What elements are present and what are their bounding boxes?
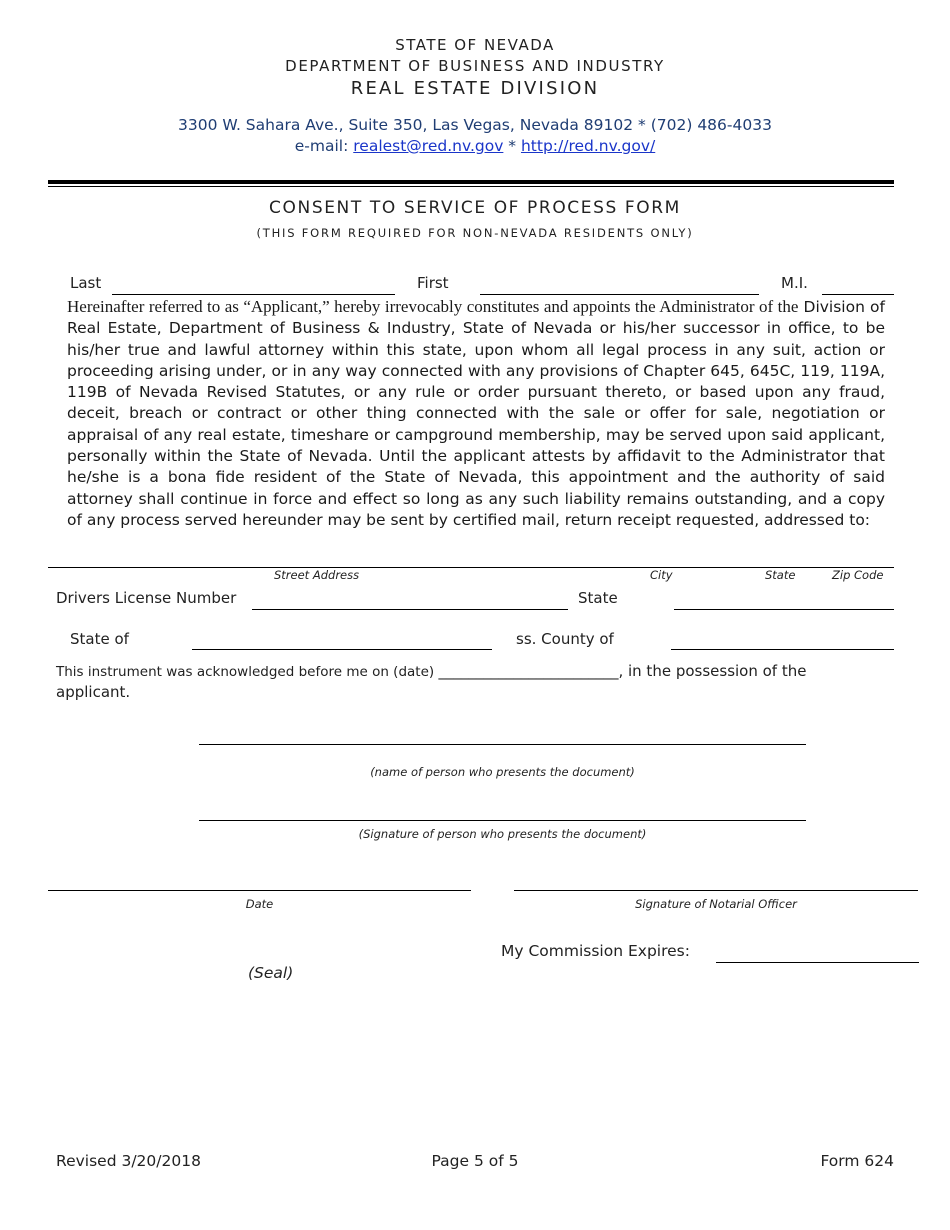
date-field[interactable] xyxy=(48,890,471,891)
notary-signature-caption: Signature of Notarial Officer xyxy=(635,897,797,911)
middle-initial-field[interactable] xyxy=(822,294,894,295)
county-label: ss. County of xyxy=(516,630,614,648)
last-name-label: Last xyxy=(70,274,102,292)
consent-text: Division of Real Estate, Department of Business & Industry, State of Nevada or his/her successor in office, to be his/her true and lawful attorney within this state, upon whom all legal process in any suit, action or proceeding arising under, or in any way connected with any provisions of Chapter 645, 645C, 119, 119A, 119B of Nevada Revised Statutes, or any rule or order pursuant thereto, or based upon any fraud, deceit, breach or contract or other thing connected with the sale or offer for sale, negotiation or appraisal of any real estate, timeshare or campground membership, may be served upon said applicant, personally within the State of Nevada. Until the applicant attests by affidavit to the Administrator that he/she is a bona fide resident of the State of Nevada, this appointment and the authority of said attorney shall continue in force and effect so long as any such liability remains outstanding, and a copy of any process served hereunder may be sent by certified mail, return receipt requested, addressed to: xyxy=(67,298,885,529)
consent-paragraph xyxy=(67,296,885,531)
header-rule-thick xyxy=(48,180,894,184)
acknowledgment-date-blank[interactable]: ________________________ xyxy=(438,662,619,680)
license-state-field[interactable] xyxy=(674,609,894,610)
state-of-label: State of xyxy=(70,630,129,648)
state-of-field[interactable] xyxy=(192,649,492,650)
header-state: STATE OF NEVADA xyxy=(395,36,555,54)
drivers-license-field[interactable] xyxy=(252,609,568,610)
commission-expires-label: My Commission Expires: xyxy=(501,942,690,960)
presenter-signature-caption: (Signature of person who presents the document) xyxy=(358,827,647,841)
date-caption: Date xyxy=(245,897,274,911)
header-rule-thin xyxy=(48,186,894,187)
street-address-caption: Street Address xyxy=(274,568,360,582)
city-caption: City xyxy=(650,568,673,582)
drivers-license-label: Drivers License Number xyxy=(56,589,237,607)
form-title: CONSENT TO SERVICE OF PROCESS FORM xyxy=(269,198,681,218)
email-prefix: e-mail: xyxy=(294,137,354,155)
footer-form-number: Form 624 xyxy=(820,1152,894,1170)
presenter-name-field[interactable] xyxy=(199,744,806,745)
consent-lead: Hereinafter referred to as “Applicant,” hereby irrevocably constitutes and appoints the Administrator of the xyxy=(67,297,799,316)
acknowledgment-tail: , in the possession of the applicant. xyxy=(56,662,807,701)
footer-page-number: Page 5 of 5 xyxy=(431,1152,519,1170)
middle-initial-label: M.I. xyxy=(781,274,808,292)
zip-code-caption: Zip Code xyxy=(832,568,884,582)
first-name-field[interactable] xyxy=(480,294,759,295)
last-name-field[interactable] xyxy=(112,294,395,295)
website-link[interactable]: http://red.nv.gov/ xyxy=(520,137,656,155)
email-link[interactable]: realest@red.nv.gov xyxy=(353,137,504,155)
presenter-signature-field[interactable] xyxy=(199,820,806,821)
contact-separator: * xyxy=(503,137,521,155)
commission-expires-field[interactable] xyxy=(716,962,919,963)
header-contact xyxy=(0,137,950,155)
acknowledgment-lead: This instrument was acknowledged before me on (date) xyxy=(56,664,439,680)
license-state-label: State xyxy=(578,589,618,607)
state-caption: State xyxy=(765,568,796,582)
header-address: 3300 W. Sahara Ave., Suite 350, Las Vegas, Nevada 89102 * (702) 486-4033 xyxy=(178,116,772,134)
footer-revised: Revised 3/20/2018 xyxy=(56,1152,201,1170)
header-department: DEPARTMENT OF BUSINESS AND INDUSTRY xyxy=(285,57,665,75)
county-field[interactable] xyxy=(671,649,894,650)
header-division: REAL ESTATE DIVISION xyxy=(350,78,600,99)
seal-label: (Seal) xyxy=(248,964,294,982)
acknowledgment-statement xyxy=(56,661,856,702)
first-name-label: First xyxy=(417,274,449,292)
notary-signature-field[interactable] xyxy=(514,890,918,891)
form-subtitle: (THIS FORM REQUIRED FOR NON-NEVADA RESIDENTS ONLY) xyxy=(256,226,694,240)
presenter-name-caption: (name of person who presents the document) xyxy=(370,765,635,779)
